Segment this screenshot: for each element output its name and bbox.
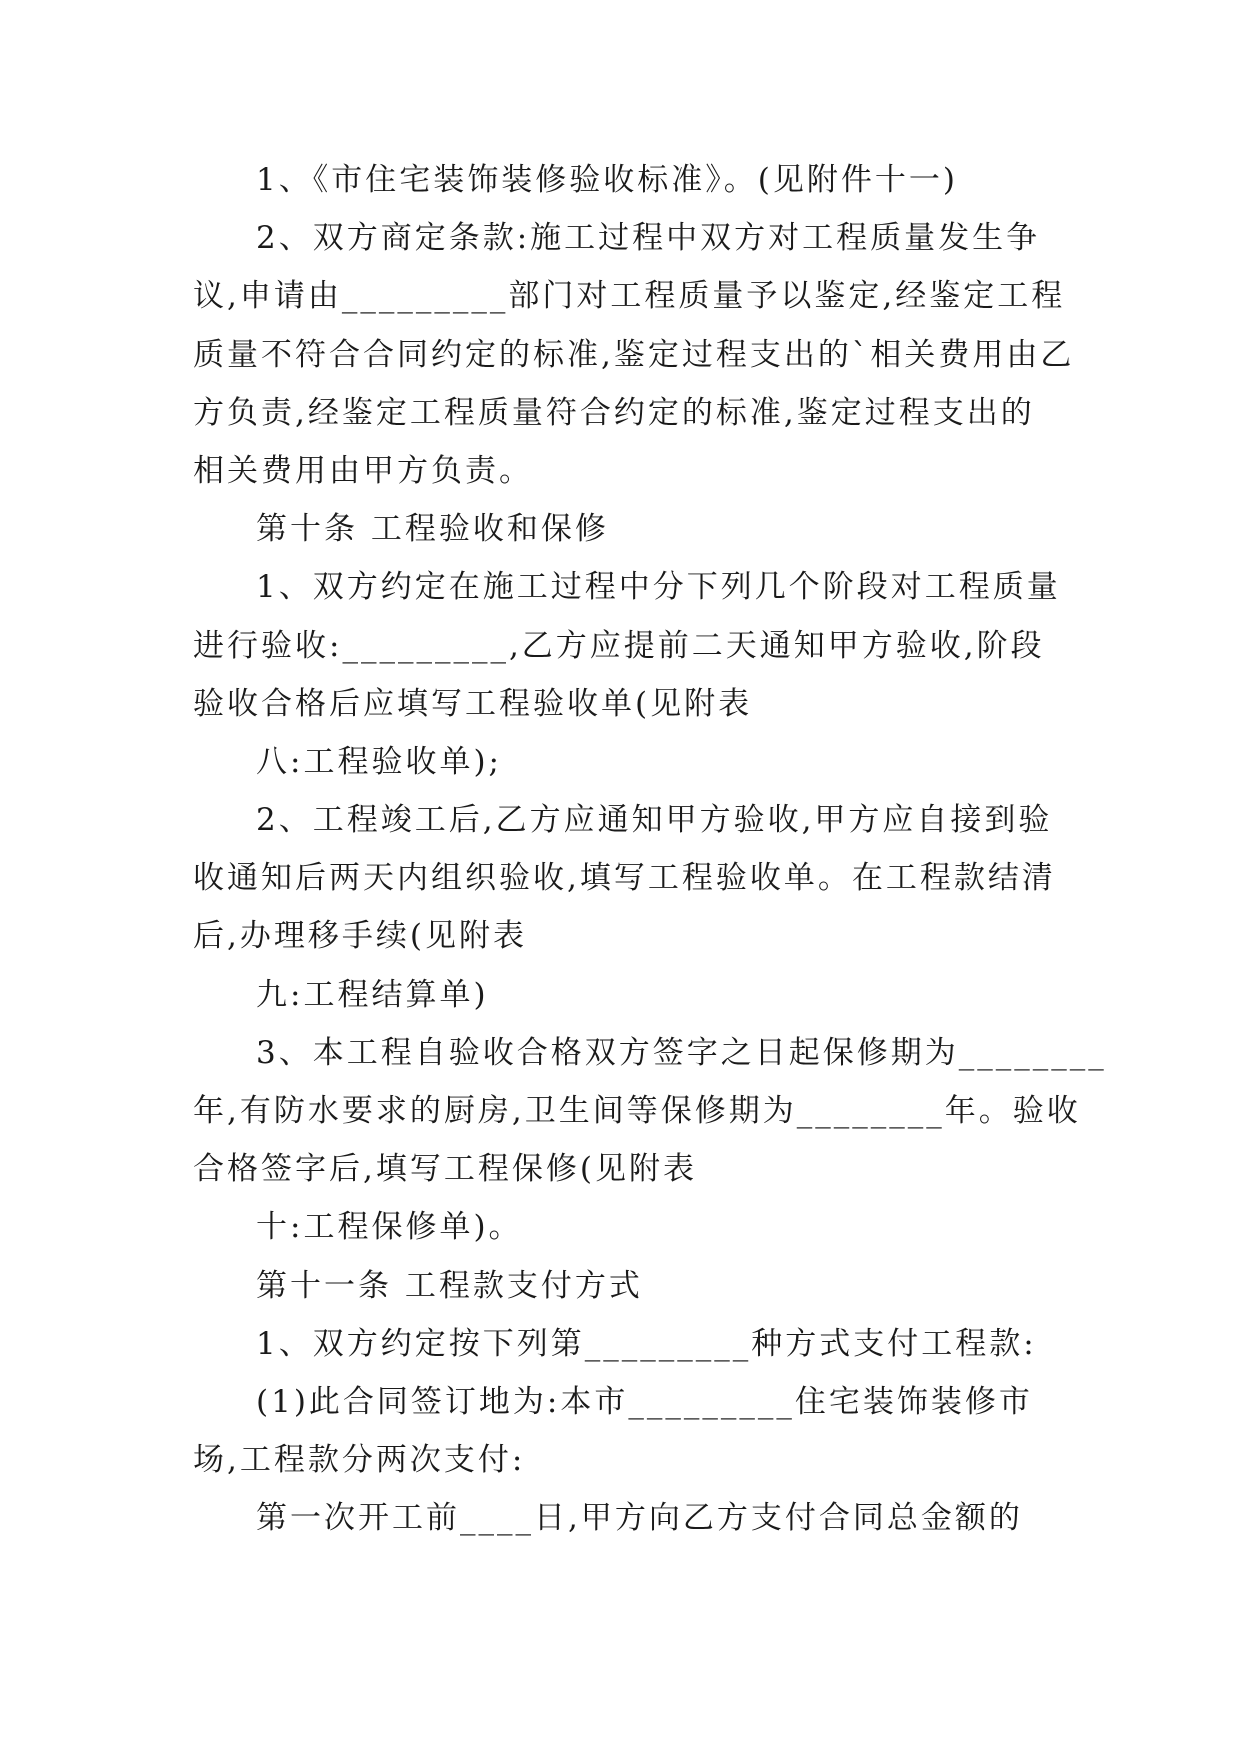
text-line: 3、本工程自验收合格双方签字之日起保修期为________	[256, 1034, 1107, 1071]
text-line: (1)此合同签订地为:本市_________住宅装饰装修市	[256, 1383, 1033, 1420]
text-line: 1、双方约定按下列第_________种方式支付工程款:	[256, 1325, 1037, 1362]
section-heading: 第十条 工程验收和保修	[256, 511, 609, 548]
text-line: 2、工程竣工后,乙方应通知甲方验收,甲方应自接到验	[256, 802, 1053, 839]
text-line: 年,有防水要求的厨房,卫生间等保修期为________年。验收	[193, 1093, 1081, 1129]
text-line: 第一次开工前____日,甲方向乙方支付合同总金额的	[256, 1500, 1023, 1537]
section-heading: 第十一条 工程款支付方式	[256, 1267, 643, 1304]
text-line: 场,工程款分两次支付:	[193, 1442, 526, 1479]
text-line: 验收合格后应填写工程验收单(见附表	[193, 685, 753, 722]
text-line: 2、双方商定条款:施工过程中双方对工程质量发生争	[256, 220, 1041, 257]
text-line: 十:工程保修单)。	[256, 1209, 523, 1246]
text-line: 收通知后两天内组织验收,填写工程验收单。在工程款结清	[193, 860, 1056, 897]
text-line: 1、《市住宅装饰装修验收标准》。(见附件十一)	[256, 162, 958, 198]
text-line: 合格签字后,填写工程保修(见附表	[193, 1151, 697, 1188]
document-body	[193, 151, 1107, 1548]
text-line: 八:工程验收单);	[256, 743, 502, 780]
text-line: 九:工程结算单)	[256, 976, 489, 1013]
text-line: 进行验收:_________,乙方应提前二天通知甲方验收,阶段	[193, 627, 1045, 664]
text-line: 1、双方约定在施工过程中分下列几个阶段对工程质量	[256, 569, 1061, 606]
text-line: 方负责,经鉴定工程质量符合约定的标准,鉴定过程支出的	[193, 394, 1035, 431]
text-line: 议,申请由_________部门对工程质量予以鉴定,经鉴定工程	[193, 278, 1066, 315]
text-line: 后,办理移手续(见附表	[193, 918, 527, 955]
text-line: 质量不符合合同约定的标准,鉴定过程支出的`相关费用由乙	[193, 336, 1075, 373]
text-line: 相关费用由甲方负责。	[193, 452, 533, 489]
